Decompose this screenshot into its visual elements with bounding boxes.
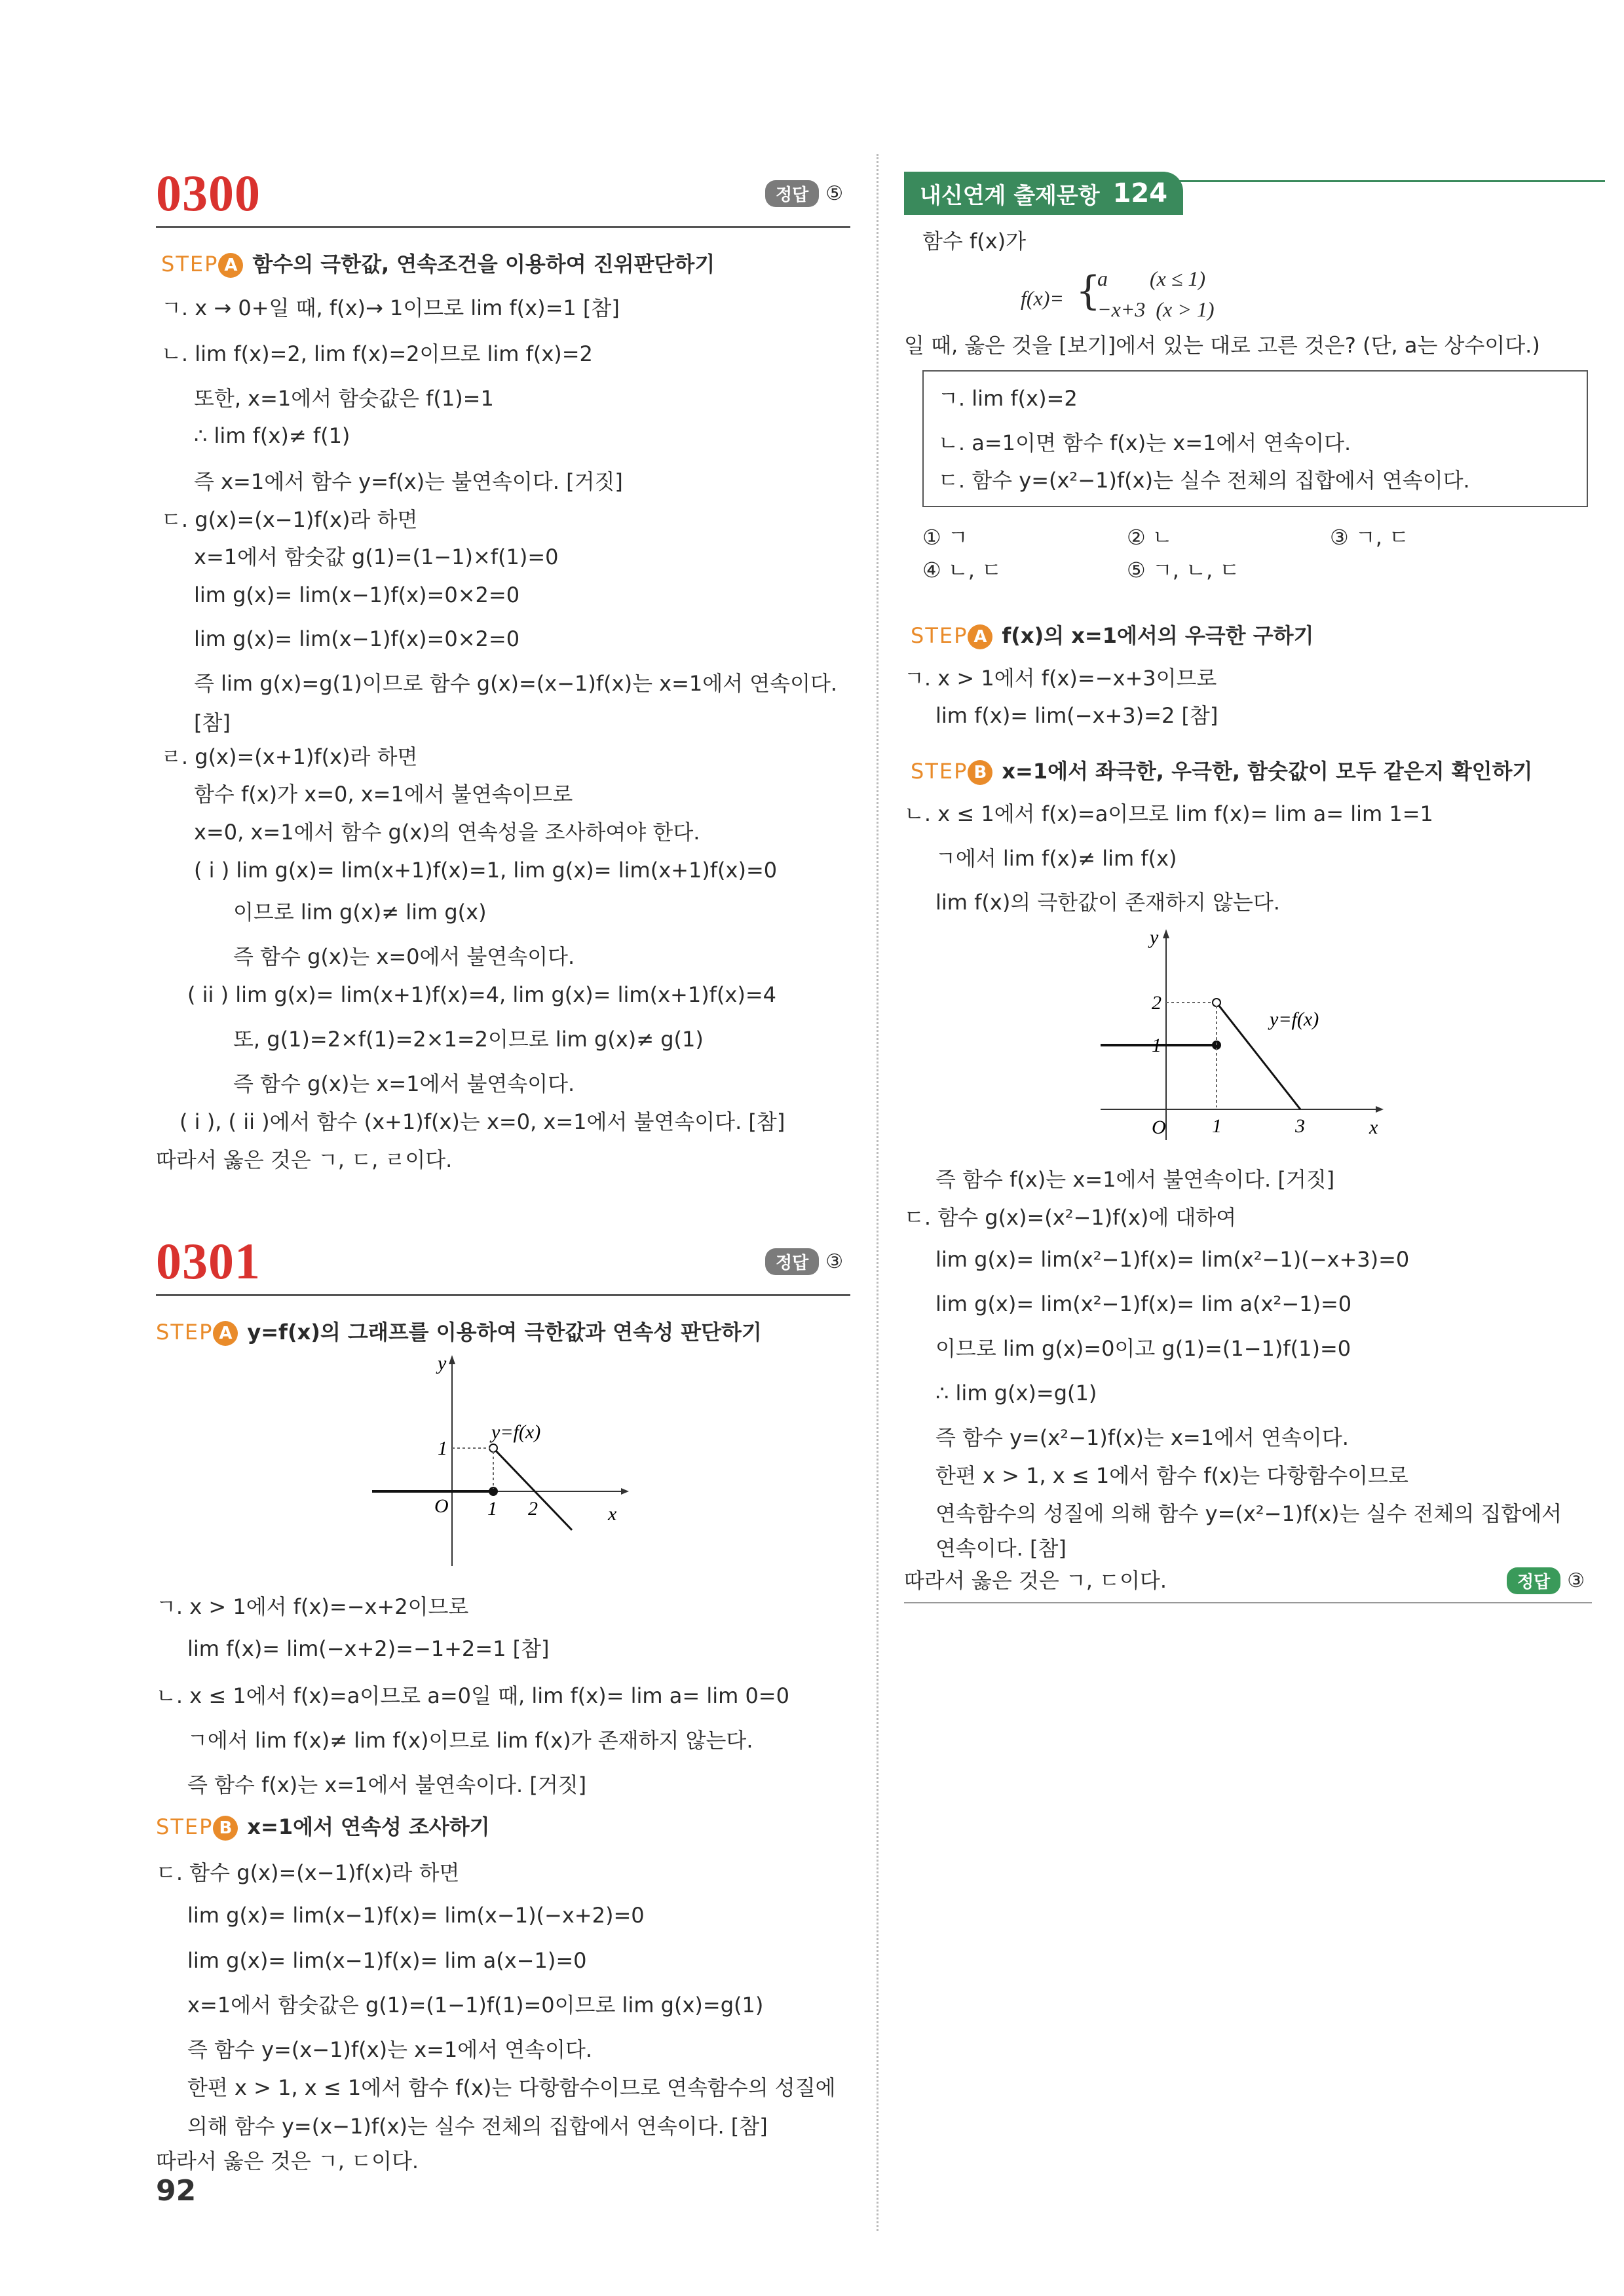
question: 일 때, 옳은 것을 [보기]에서 있는 대로 고른 것은? (단, a는 상수이다.) xyxy=(904,333,1540,358)
solution-line: ㄷ. 함수 g(x)=(x−1)f(x)라 하면 xyxy=(156,1860,460,1885)
choice-2[interactable]: ② ㄴ xyxy=(1127,525,1173,550)
solution-line: 즉 함수 y=(x−1)f(x)는 x=1에서 연속이다. xyxy=(187,2037,593,2062)
solution-line: ㄱ. x > 1에서 f(x)=−x+2이므로 xyxy=(156,1594,469,1619)
divider-rule xyxy=(156,226,850,228)
solution-line: lim g(x)= lim(x−1)f(x)=0×2=0 xyxy=(194,626,520,651)
answer-badge-0301 xyxy=(765,1248,843,1275)
solution-line: lim g(x)= lim(x²−1)f(x)= lim(x²−1)(−x+3)=0 xyxy=(935,1247,1410,1272)
page-number: 92 xyxy=(156,2174,197,2208)
step-title: y=f(x)의 그래프를 이용하여 극한값과 연속성 판단하기 xyxy=(247,1320,762,1345)
step-letter: A xyxy=(968,624,992,649)
bogi-item: ㄱ. lim f(x)=2 xyxy=(938,386,1078,411)
end-rule xyxy=(904,1602,1592,1603)
x-axis-arrow xyxy=(1376,1106,1384,1113)
open-point xyxy=(1213,999,1220,1006)
solution-line: 따라서 옳은 것은 ㄱ, ㄷ, ㄹ이다. xyxy=(156,1147,453,1172)
solution-line: lim g(x)= lim(x−1)f(x)=0×2=0 xyxy=(194,583,520,607)
solution-line: ㄱ에서 lim f(x)≠ lim f(x) xyxy=(935,846,1177,871)
curve-label: y=f(x) xyxy=(1270,1008,1319,1030)
solution-line: ( i ), ( ii )에서 함수 (x+1)f(x)는 x=0, x=1에서 불연속이다. [참] xyxy=(179,1109,785,1134)
solution-line: ( ii ) lim g(x)= lim(x+1)f(x)=4, lim g(x)= lim(x+1)f(x)=4 xyxy=(187,982,777,1007)
solution-line: 즉 lim g(x)=g(1)이므로 함수 g(x)=(x−1)f(x)는 x=1에서 연속이다. xyxy=(194,671,838,696)
solution-line: ㄱ. x > 1에서 f(x)=−x+3이므로 xyxy=(904,666,1217,691)
x-axis-label: x xyxy=(1369,1117,1378,1138)
solution-line: ㄷ. g(x)=(x−1)f(x)라 하면 xyxy=(161,507,418,532)
y-axis-arrow xyxy=(1163,929,1169,938)
origin-label: O xyxy=(1152,1117,1166,1138)
graph-124 xyxy=(1101,924,1389,1140)
solution-line: ㄴ. lim f(x)=2, lim f(x)=2이므로 lim f(x)=2 xyxy=(161,341,593,366)
bogi-item: ㄴ. a=1이면 함수 f(x)는 x=1에서 연속이다. xyxy=(938,430,1351,455)
solution-line: 이므로 lim g(x)=0이고 g(1)=(1−1)f(1)=0 xyxy=(935,1336,1351,1361)
x-tick-label: 3 xyxy=(1295,1115,1305,1137)
step-label: STEP xyxy=(911,623,968,648)
y-axis-label: y xyxy=(1150,927,1159,948)
x-tick-label: 1 xyxy=(1212,1115,1222,1137)
solution-line: lim f(x)= lim(−x+3)=2 [참] xyxy=(935,703,1218,728)
problem-number-0300: 0300 xyxy=(156,164,261,221)
step-label: STEP xyxy=(161,252,219,277)
choice-1[interactable]: ① ㄱ xyxy=(922,525,968,550)
choice-5[interactable]: ⑤ ㄱ, ㄴ, ㄷ xyxy=(1127,558,1240,583)
solution-line: 의해 함수 y=(x−1)f(x)는 실수 전체의 집합에서 연속이다. [참] xyxy=(187,2114,768,2139)
solution-line: 즉 x=1에서 함수 y=f(x)는 불연속이다. [거짓] xyxy=(194,469,623,494)
step-label: STEP xyxy=(156,1320,214,1345)
choice-3[interactable]: ③ ㄱ, ㄷ xyxy=(1330,525,1410,550)
solution-line: [참] xyxy=(194,710,231,735)
solution-line: lim g(x)= lim(x²−1)f(x)= lim a(x²−1)=0 xyxy=(935,1292,1352,1316)
solution-line: ( i ) lim g(x)= lim(x+1)f(x)=1, lim g(x)= lim(x+1)f(x)=0 xyxy=(194,858,778,883)
solution-line: 한편 x > 1, x ≤ 1에서 함수 f(x)는 다항함수이므로 연속함수의 성질에 xyxy=(187,2075,836,2100)
problem-intro: 함수 f(x)가 xyxy=(922,229,1027,254)
solution-line: 함수 f(x)가 x=0, x=1에서 불연속이므로 xyxy=(194,782,573,807)
y-axis-arrow xyxy=(449,1355,455,1364)
step-label: STEP xyxy=(911,759,968,784)
solution-line: ㄹ. g(x)=(x+1)f(x)라 하면 xyxy=(161,744,418,769)
header-line xyxy=(904,180,1605,182)
y-tick-label: 1 xyxy=(1152,1035,1161,1056)
step-letter: A xyxy=(213,1321,238,1346)
y-tick-label: 1 xyxy=(438,1438,447,1459)
answer-tag: 정답 xyxy=(1507,1567,1560,1594)
solution-line: 즉 함수 g(x)는 x=0에서 불연속이다. xyxy=(233,944,575,969)
bogi-item: ㄷ. 함수 y=(x²−1)f(x)는 실수 전체의 집합에서 연속이다. xyxy=(938,468,1470,493)
step-a-heading-0301 xyxy=(156,1319,762,1346)
solution-line: ㄴ. x ≤ 1에서 f(x)=a이므로 a=0일 때, lim f(x)= lim a= lim 0=0 xyxy=(156,1683,789,1708)
step-letter: A xyxy=(218,253,243,278)
step-title: x=1에서 좌극한, 우극한, 함숫값이 모두 같은지 확인하기 xyxy=(1002,759,1533,784)
solution-line: 따라서 옳은 것은 ㄱ, ㄷ이다. xyxy=(156,2149,419,2173)
problem-number-0301: 0301 xyxy=(156,1233,261,1290)
answer-tag: 정답 xyxy=(765,1248,819,1275)
solution-line: 한편 x > 1, x ≤ 1에서 함수 f(x)는 다항함수이므로 xyxy=(935,1463,1408,1488)
solution-line: 연속함수의 성질에 의해 함수 y=(x²−1)f(x)는 실수 전체의 집합에서 xyxy=(935,1501,1562,1526)
solution-line: lim f(x)의 극한값이 존재하지 않는다. xyxy=(935,890,1280,915)
y-axis-label: y xyxy=(438,1352,447,1374)
x-tick-label: 1 xyxy=(487,1498,497,1520)
step-title: x=1에서 연속성 조사하기 xyxy=(247,1814,490,1839)
solution-line: ∴ lim f(x)≠ f(1) xyxy=(194,423,350,448)
solution-line: x=1에서 함숫값은 g(1)=(1−1)f(1)=0이므로 lim g(x)=g(1) xyxy=(187,1993,764,2018)
solution-line: x=1에서 함숫값 g(1)=(1−1)×f(1)=0 xyxy=(194,545,559,569)
piece-1: a (x ≤ 1) xyxy=(1097,267,1206,290)
origin-label: O xyxy=(434,1495,449,1517)
solution-line: x=0, x=1에서 함수 g(x)의 연속성을 조사하여야 한다. xyxy=(194,820,700,845)
column-divider xyxy=(877,154,878,2231)
solution-line: ㄱ. x → 0+일 때, f(x)→ 1이므로 lim f(x)=1 [참] xyxy=(161,296,620,320)
answer-value: ⑤ xyxy=(825,182,844,205)
step-b-heading-0301 xyxy=(156,1814,490,1841)
header-title: 내신연계 출제문항 xyxy=(920,182,1100,209)
x-axis-arrow xyxy=(621,1488,629,1495)
answer-value: ③ xyxy=(1567,1569,1585,1592)
answer-value: ③ xyxy=(825,1250,844,1273)
solution-line: 또, g(1)=2×f(1)=2×1=2이므로 lim g(x)≠ g(1) xyxy=(233,1027,704,1052)
solution-line: 이므로 lim g(x)≠ lim g(x) xyxy=(233,900,487,925)
solution-line: lim g(x)= lim(x−1)f(x)= lim(x−1)(−x+2)=0 xyxy=(187,1903,645,1928)
piecewise-lhs: f(x)= xyxy=(1021,286,1064,310)
graph-0301 xyxy=(372,1350,634,1566)
solution-line: 즉 함수 y=(x²−1)f(x)는 x=1에서 연속이다. xyxy=(935,1425,1349,1450)
solution-line: lim f(x)= lim(−x+2)=−1+2=1 [참] xyxy=(187,1636,550,1661)
curve-label: y=f(x) xyxy=(491,1421,541,1443)
step-title: f(x)의 x=1에서의 우극한 구하기 xyxy=(1002,623,1314,648)
solution-line: 즉 함수 f(x)는 x=1에서 불연속이다. [거짓] xyxy=(935,1167,1335,1192)
naesin-header xyxy=(904,172,1183,215)
open-point xyxy=(489,1444,497,1452)
x-axis-label: x xyxy=(608,1503,617,1525)
solution-line: 연속이다. [참] xyxy=(935,1536,1067,1561)
solution-line: ㄴ. x ≤ 1에서 f(x)=a이므로 lim f(x)= lim a= lim 1=1 xyxy=(904,801,1433,826)
x-tick-label: 2 xyxy=(528,1498,538,1520)
step-a-heading-0300 xyxy=(161,251,715,278)
step-letter: B xyxy=(213,1816,238,1841)
solution-line: 또한, x=1에서 함숫값은 f(1)=1 xyxy=(194,386,494,411)
y-tick-label: 2 xyxy=(1152,992,1161,1014)
step-b-heading-124 xyxy=(911,758,1532,785)
divider-rule xyxy=(156,1294,850,1296)
brace-icon: { xyxy=(1076,268,1101,314)
answer-tag: 정답 xyxy=(765,180,819,207)
step-letter: B xyxy=(968,760,992,785)
choice-4[interactable]: ④ ㄴ, ㄷ xyxy=(922,558,1002,583)
solution-line: 즉 함수 f(x)는 x=1에서 불연속이다. [거짓] xyxy=(187,1772,587,1797)
solution-line: ㄷ. 함수 g(x)=(x²−1)f(x)에 대하여 xyxy=(904,1205,1237,1230)
answer-badge-0300 xyxy=(765,180,843,207)
step-label: STEP xyxy=(156,1814,214,1839)
step-title: 함수의 극한값, 연속조건을 이용하여 진위판단하기 xyxy=(252,252,715,277)
solution-line: 따라서 옳은 것은 ㄱ, ㄷ이다. xyxy=(904,1568,1167,1593)
answer-badge-124 xyxy=(1507,1567,1585,1594)
step-a-heading-124 xyxy=(911,622,1313,649)
solution-line: lim g(x)= lim(x−1)f(x)= lim a(x−1)=0 xyxy=(187,1948,587,1973)
piece-2: −x+3 (x > 1) xyxy=(1097,297,1215,321)
solution-line: ∴ lim g(x)=g(1) xyxy=(935,1381,1097,1406)
solution-line: 즉 함수 g(x)는 x=1에서 불연속이다. xyxy=(233,1071,575,1096)
solution-line: ㄱ에서 lim f(x)≠ lim f(x)이므로 lim f(x)가 존재하지 않는다. xyxy=(187,1728,753,1753)
header-number: 124 xyxy=(1112,178,1168,208)
